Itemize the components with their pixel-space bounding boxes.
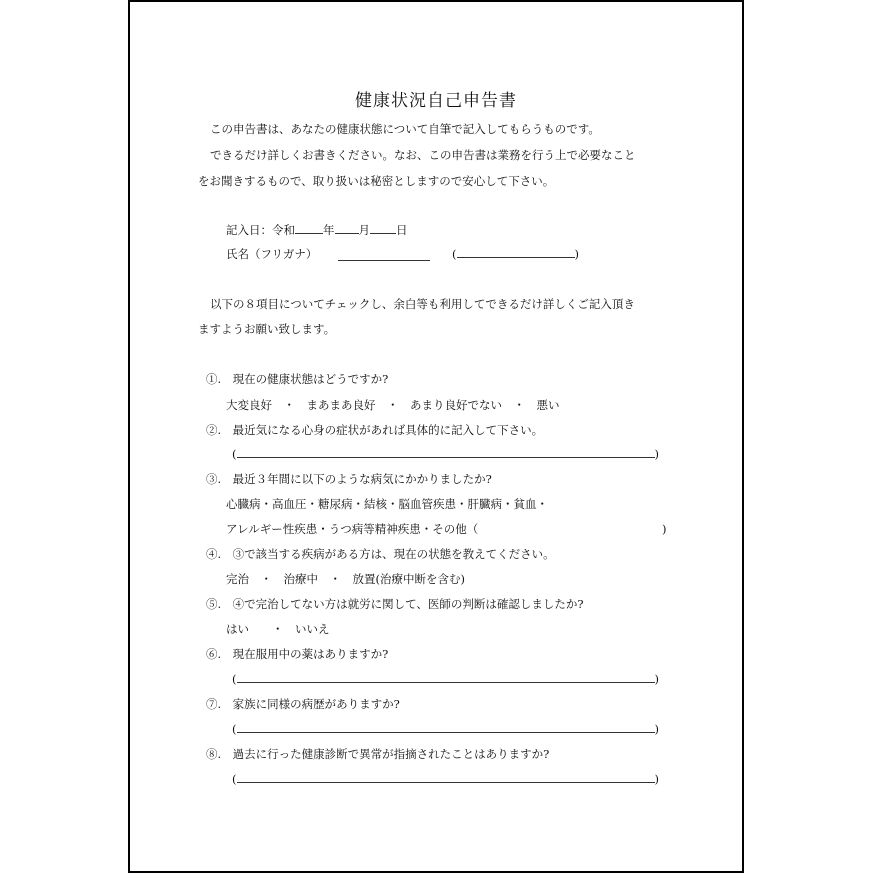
- question-number: ⑤.: [206, 597, 222, 611]
- question-text: 家族に同様の病歴がありますか?: [232, 697, 400, 711]
- question-8: [206, 747, 549, 761]
- question-3-options-1[interactable]: 心臓病・高血圧・糖尿病・結核・脳血管疾患・肝臓病・貧血・: [226, 497, 548, 511]
- entry-date: [226, 223, 408, 237]
- furigana-blank[interactable]: [457, 248, 575, 258]
- answer-blank[interactable]: [237, 723, 655, 733]
- paren-open: (: [232, 447, 237, 461]
- day-blank[interactable]: [370, 223, 396, 234]
- instructions-line-1: 以下の８項目についてチェックし、余白等も利用してできるだけ詳しくご記入頂き: [210, 297, 635, 311]
- question-1-options[interactable]: 大変良好 ・ まあまあ良好 ・ あまり良好でない ・ 悪い: [226, 398, 560, 412]
- month-blank[interactable]: [335, 223, 359, 234]
- paren-close: ): [654, 672, 659, 686]
- question-text: 最近３年間に以下のような病気にかかりましたか?: [232, 472, 492, 486]
- furigana-field[interactable]: [452, 247, 579, 261]
- question-2: [206, 423, 543, 437]
- question-text: 現在服用中の薬はありますか?: [232, 647, 389, 661]
- question-number: ⑥.: [206, 647, 222, 661]
- paren-open: (: [232, 722, 237, 736]
- question-text: 過去に行った健康診断で異常が指摘されたことはありますか?: [232, 747, 550, 761]
- question-6: [206, 647, 388, 661]
- question-text: ③で該当する疾病がある方は、現在の状態を教えてください。: [232, 547, 555, 561]
- month-label: 月: [358, 223, 370, 237]
- date-prefix: 記入日：令和: [226, 223, 295, 237]
- question-number: ⑧.: [206, 747, 222, 761]
- name-label: 氏名（フリガナ）: [226, 247, 318, 261]
- question-4: [206, 547, 555, 561]
- answer-blank[interactable]: [237, 448, 655, 458]
- answer-field-8[interactable]: [232, 772, 659, 786]
- paren-open: (: [452, 247, 457, 261]
- question-text: 最近気になる心身の症状があれば具体的に記入して下さい。: [232, 423, 544, 437]
- paren-close: ): [654, 772, 659, 786]
- document-page: [128, 0, 744, 873]
- question-5-options[interactable]: はい ・ いいえ: [226, 622, 330, 636]
- paren-close: ): [654, 447, 659, 461]
- question-7: [206, 697, 400, 711]
- year-blank[interactable]: [295, 223, 323, 234]
- question-number: ②.: [206, 423, 222, 437]
- question-1: [206, 372, 388, 386]
- name-blank[interactable]: [338, 250, 430, 261]
- answer-field-2[interactable]: [232, 447, 659, 461]
- question-5: [206, 597, 584, 611]
- answer-field-7[interactable]: [232, 722, 659, 736]
- intro-line-3: をお聞きするもので、取り扱いは秘密としますので安心して下さい。: [198, 174, 555, 188]
- question-4-options[interactable]: 完治 ・ 治療中 ・ 放置(治療中断を含む): [226, 572, 465, 586]
- question-number: ①.: [206, 372, 222, 386]
- answer-blank[interactable]: [237, 673, 655, 683]
- question-number: ④.: [206, 547, 222, 561]
- paren-close: ): [662, 522, 667, 536]
- paren-close: ): [654, 722, 659, 736]
- document-title: 健康状況自己申告書: [355, 91, 517, 111]
- paren-open: (: [232, 672, 237, 686]
- intro-line-1: この申告書は、あなたの健康状態について自筆で記入してもらうものです。: [210, 122, 600, 136]
- year-label: 年: [323, 223, 335, 237]
- paren-close: ): [574, 247, 579, 261]
- answer-field-6[interactable]: [232, 672, 659, 686]
- day-label: 日: [396, 223, 408, 237]
- answer-blank[interactable]: [237, 773, 655, 783]
- question-number: ⑦.: [206, 697, 222, 711]
- question-number: ③.: [206, 472, 222, 486]
- instructions-line-2: ますようお願い致します。: [198, 322, 336, 336]
- question-3: [206, 472, 492, 486]
- question-text: 現在の健康状態はどうですか?: [232, 372, 389, 386]
- paren-open: (: [232, 772, 237, 786]
- question-text: ④で完治してない方は就労に関して、医師の判断は確認しましたか?: [232, 597, 584, 611]
- intro-line-2: できるだけ詳しくお書きください。なお、この申告書は業務を行う上で必要なこと: [210, 148, 636, 162]
- question-3-options-2[interactable]: アレルギー性疾患・うつ病等精神疾患・その他（: [226, 522, 479, 536]
- entry-name: [226, 247, 317, 261]
